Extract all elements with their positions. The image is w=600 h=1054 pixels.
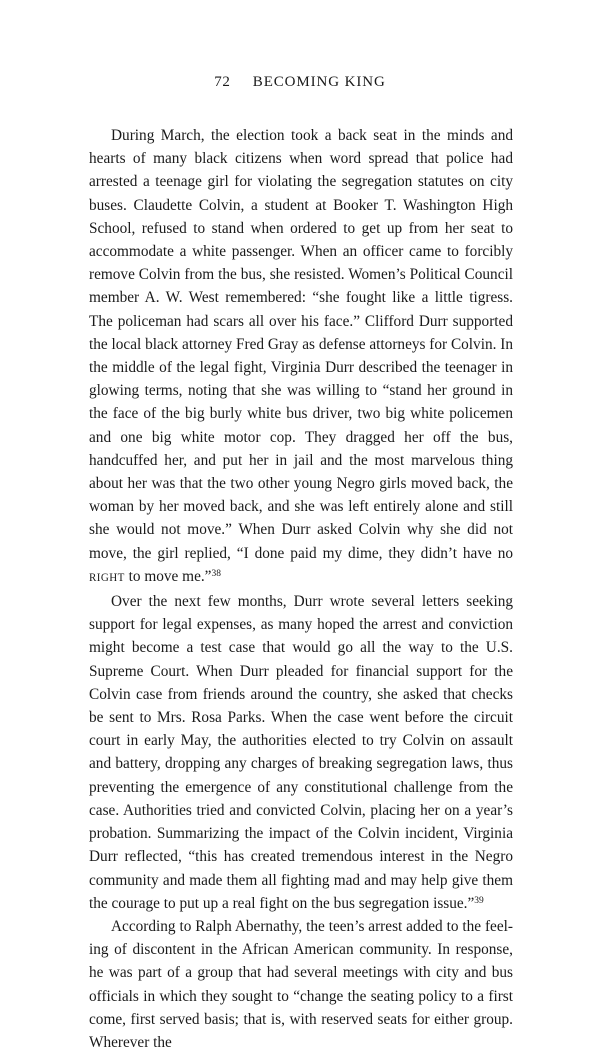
footnote-ref[interactable]: 38 xyxy=(211,568,221,579)
small-caps-word: RIGHT xyxy=(89,571,125,584)
body-text xyxy=(89,124,513,1054)
paragraph-text: According to Ralph Abernathy, the teen’s arrest added to the feeling of discontent in the African American community. In response, he was part of a group that had several meetings with city and bus officials in which they sought to “change the seating policy to a first come, first served basis; that is, with reserved seats for either group. Wherever the xyxy=(89,917,513,1051)
paragraph xyxy=(89,590,513,915)
paragraph-text-tail: to move me.” xyxy=(124,567,212,585)
page-number: 72 xyxy=(214,74,231,90)
book-title: BECOMING KING xyxy=(252,74,386,90)
paragraph xyxy=(89,124,513,590)
running-head xyxy=(0,74,600,91)
paragraph-text: Over the next few months, Durr wrote several letters seeking support for legal expenses, as many hoped the arrest and conviction might become a test case that would go all the way to the U.S. Supreme Court. When Durr pleaded for financial support for the Colvin case from friends around the country, she asked that checks be sent to Mrs. Rosa Parks. When the case went before the circuit court in early May, the authorities elected to try Colvin on assault and battery, dropping any charges of breaking segregation laws, thus preventing the emergence of any constitutional challenge from the case. Authorities tried and convicted Colvin, placing her on a year’s probation. Summarizing the impact of the Colvin incident, Virginia Durr reflected, “this has created tremendous interest in the Negro community and made them all fighting mad and may help give them the courage to put up a real fight on the bus segregation issue.” xyxy=(89,593,513,912)
footnote-ref[interactable]: 39 xyxy=(474,895,484,906)
paragraph-text: During March, the election took a back seat in the minds and hearts of many black citizens when word spread that police had arrested a teenage girl for violating the segregation statutes on city buses. Claudette Colvin, a student at Booker T. Washington High School, refused to stand when ordered to get up from her seat to accommodate a white passenger. When an officer came to forcibly remove Colvin from the bus, she resisted. Women’s Political Council member A. W. West remembered: “she fought like a little tigress. The policeman had scars all over his face.” Clifford Durr supported the local black attorney Fred Gray as defense attorneys for Colvin. In the middle of the legal fight, Virginia Durr described the teenager in glowing terms, noting that she was willing to “stand her ground in the face of the big burly white bus driver, two big white policemen and one big white motor cop. They dragged her off the bus, handcuffed her, and put her in jail and the most marvelous thing about her was that the two other young Negro girls moved back, the woman by her moved back, and she was left entirely alone and still she would not move.” When Durr asked Colvin why she did not move, the girl replied, “I done paid my dime, they didn’t have no xyxy=(89,127,513,562)
paragraph xyxy=(89,915,513,1054)
